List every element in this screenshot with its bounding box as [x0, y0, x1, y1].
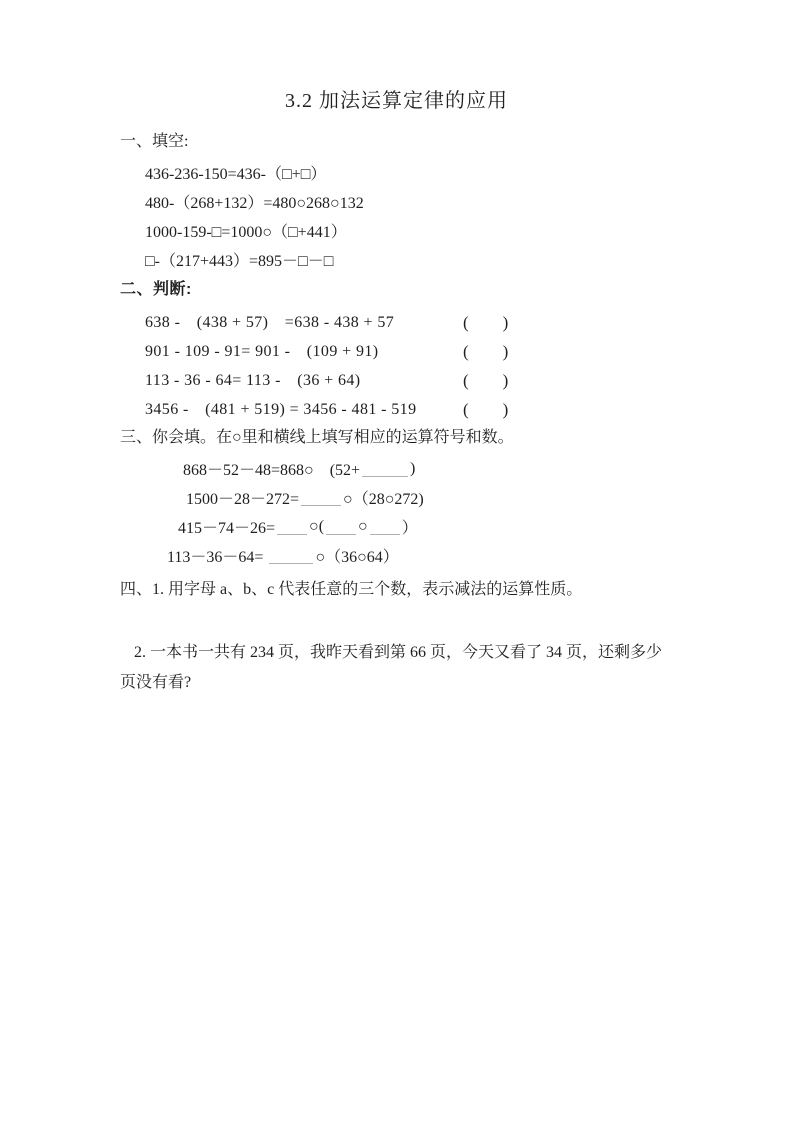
blank-line [362, 460, 408, 476]
section-2-header: 二、判断: [120, 281, 192, 298]
equation-text: 415－74－26= [178, 520, 276, 537]
section-1-header: 一、填空: [120, 133, 189, 150]
section-1-lines [0, 158, 793, 274]
equation-text: 1500－28－272= [186, 491, 300, 508]
fill-blank-equation: 480-（268+132）=480○268○132 [145, 195, 364, 212]
judgment-expression: 901 - 109 - 91= 901 - (109 + 91) [145, 343, 379, 360]
fill-symbol-line [167, 541, 793, 570]
blank-line [277, 518, 307, 534]
equation-text: ○（28○272) [343, 491, 424, 508]
blank-line [301, 489, 341, 505]
question-4-1: 四、1. 用字母 a、b、c 代表任意的三个数，表示减法的运算性质。 [120, 581, 583, 598]
section-3-header: 三、你会填。在○里和横线上填写相应的运算符号和数。 [120, 429, 514, 446]
judgment-expression: 113 - 36 - 64= 113 - (36 + 64) [145, 372, 361, 389]
answer-parentheses: ( ) [463, 342, 509, 361]
fill-blank-equation: 436-236-150=436-（□+□） [145, 166, 327, 183]
blank-line [326, 518, 356, 534]
equation-text: 113－36－64= [167, 549, 268, 566]
question-4-2 [120, 638, 680, 698]
section-3-lines [0, 454, 793, 570]
equation-text: ○( [309, 517, 325, 535]
equation-text: ) [410, 459, 416, 477]
question-4-2-line1: 2. 一本书一共有 234 页，我昨天看到第 66 页，今天又看了 34 页，还剩多少 [134, 644, 663, 661]
blank-line [370, 518, 400, 534]
equation-text: ） [401, 520, 418, 537]
equation-text: ○ [358, 517, 368, 535]
judgment-row [145, 306, 793, 335]
fill-blank-equation: □-（217+443）=895－□－□ [145, 253, 334, 270]
judgment-expression: 638 - (438 + 57) =638 - 438 + 57 [145, 314, 395, 331]
question-4-2-line2: 页没有看? [120, 674, 192, 691]
answer-parentheses: ( ) [463, 313, 509, 332]
blank-line [269, 547, 313, 563]
judgment-row [145, 335, 793, 364]
equation-text: ○（36○64） [315, 549, 399, 566]
judgment-row [145, 364, 793, 393]
answer-parentheses: ( ) [463, 400, 509, 419]
fill-blank-equation: 1000-159-□=1000○（□+441） [145, 224, 347, 241]
judgment-row [145, 393, 793, 422]
fill-symbol-line [186, 483, 793, 512]
fill-symbol-line [183, 454, 793, 483]
section-2-rows [0, 306, 793, 422]
worksheet-title: 3.2 加法运算定律的应用 [285, 90, 508, 112]
fill-symbol-line [178, 512, 793, 541]
judgment-expression: 3456 - (481 + 519) = 3456 - 481 - 519 [145, 401, 417, 418]
equation-text: 868－52－48=868○ (52+ [183, 462, 361, 479]
answer-parentheses: ( ) [463, 371, 509, 390]
